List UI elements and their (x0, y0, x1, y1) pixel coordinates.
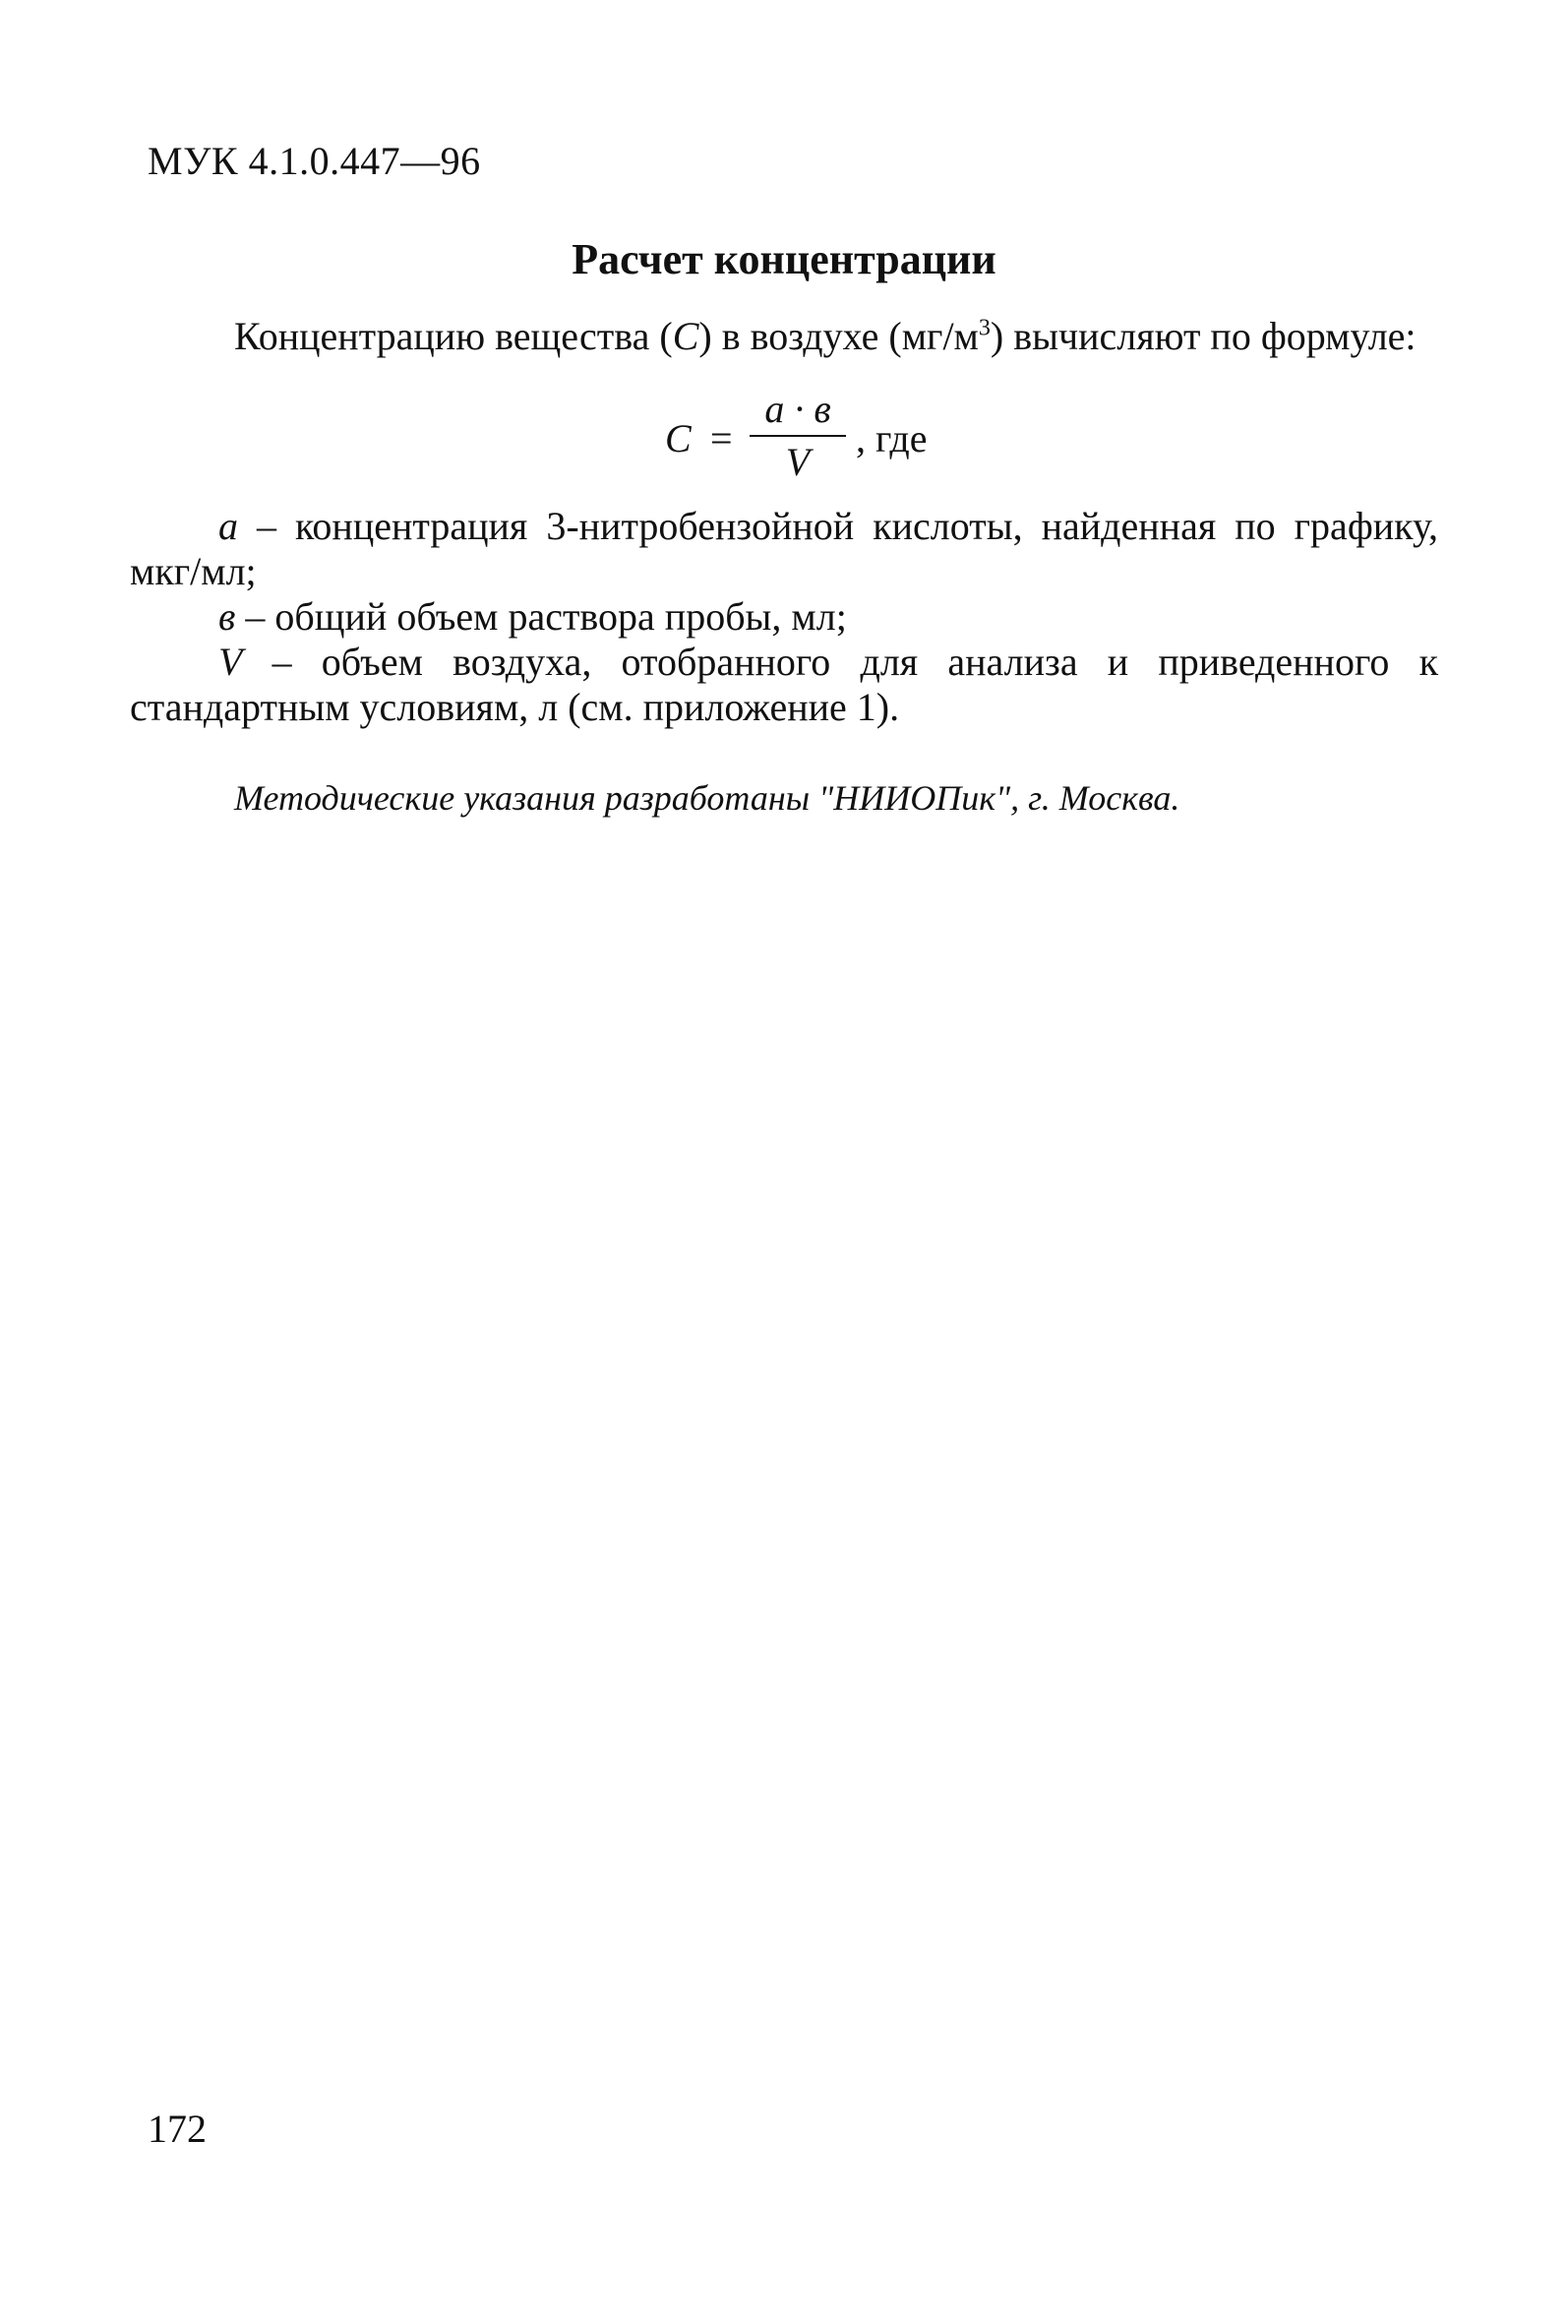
definition-text: – концентрация 3-нитробензойной кислоты, найденная по графику, мкг/мл; (130, 504, 1438, 593)
document-code: МУК 4.1.0.447—96 (148, 139, 481, 183)
definition-symbol: в (218, 594, 236, 639)
section-title: Расчет концентрации (572, 235, 996, 283)
definition-text: – объем воздуха, отобранного для анализа и приведенного к стандартным условиям, л (см. приложение 1). (130, 640, 1438, 729)
definition-symbol: V (218, 640, 243, 684)
formula-denominator: V (785, 440, 811, 484)
intro-paragraph (234, 313, 1417, 359)
page-number: 172 (148, 2107, 207, 2151)
definition-a (130, 504, 1438, 594)
formula-where: , где (856, 416, 928, 460)
intro-text-start: Концентрацию вещества ( (234, 314, 673, 358)
definition-v-upper (130, 640, 1438, 730)
authorship-note: Методические указания разработаны "НИИОПик", г. Москва. (234, 778, 1180, 818)
definition-text: – общий объем раствора пробы, мл; (235, 594, 847, 639)
definition-symbol: а (218, 504, 238, 548)
variable-definitions (130, 504, 1438, 730)
formula-equals: = (710, 416, 733, 460)
definition-v-lower (130, 594, 1438, 640)
intro-symbol-c: С (672, 314, 699, 358)
intro-text-middle: ) в воздухе (мг/м (698, 314, 979, 358)
fraction-bar (750, 435, 846, 437)
concentration-formula (665, 386, 960, 494)
intro-text-end: ) вычисляют по формуле: (990, 314, 1417, 358)
intro-superscript: 3 (978, 315, 991, 341)
formula-lhs: С (665, 416, 692, 460)
formula-numerator: а · в (764, 387, 831, 431)
